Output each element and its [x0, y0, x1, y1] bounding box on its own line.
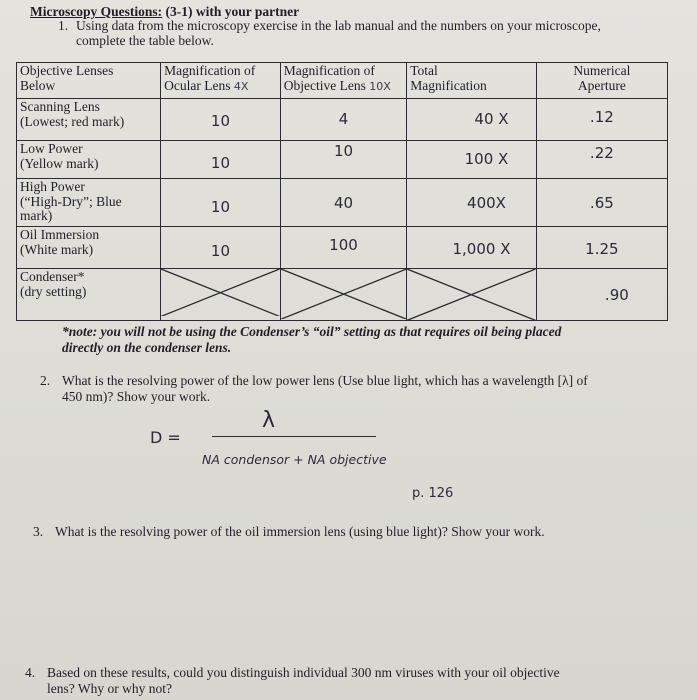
question-number: 4. [25, 665, 36, 680]
header-cell: Numerical Aperture [536, 63, 667, 99]
na-value: 1.25 [536, 227, 667, 269]
lens-label: Scanning Lens (Lowest; red mark) [17, 99, 161, 141]
condenser-note [62, 324, 662, 356]
handwritten-note: 4X [233, 79, 249, 93]
header-subtitle: (3-1) with your partner [162, 4, 300, 19]
question-2 [40, 373, 680, 405]
total-value: 40 X [407, 99, 536, 141]
table-row [17, 227, 668, 269]
note-text: directly on the condenser lens. [62, 340, 232, 355]
lens-label: Condenser* (dry setting) [17, 269, 161, 321]
question-text: 450 nm)? Show your work. [62, 389, 211, 404]
table-row [17, 179, 668, 227]
lens-label: Low Power (Yellow mark) [17, 141, 161, 179]
question-4 [25, 665, 685, 697]
header-cell: Objective Lenses Below [17, 63, 161, 99]
microscope-table [16, 62, 668, 321]
na-value: .65 [536, 179, 667, 227]
question-text: What is the resolving power of the low power lens (Use blue light, which has a wavelength [λ] of [62, 373, 588, 388]
condenser-row [17, 269, 668, 321]
total-value: 100 X [407, 141, 536, 179]
objective-value: 10 [280, 141, 407, 179]
lens-label: Oil Immersion (White mark) [17, 227, 161, 269]
handwritten-formula-d: D = [150, 428, 181, 447]
question-1 [58, 18, 658, 48]
handwritten-page-ref: p. 126 [412, 486, 454, 501]
header-cell: Magnification of Ocular Lens 4X [161, 63, 281, 99]
table-row [17, 99, 668, 141]
question-number: 2. [40, 373, 51, 388]
na-value: .90 [536, 269, 667, 321]
handwritten-lambda: λ [262, 408, 276, 433]
ocular-value: 10 [161, 227, 281, 269]
na-value: .22 [536, 141, 667, 179]
objective-value: 40 [280, 179, 407, 227]
header-title: Microscopy Questions: [30, 4, 163, 19]
note-text: *note: you will not be using the Condenser’s “oil” setting as that requires oil being placed [62, 324, 562, 339]
handwritten-note: 10X [369, 79, 391, 93]
question-number: 3. [33, 524, 44, 539]
ocular-value: 10 [161, 179, 281, 227]
question-text: complete the table below. [76, 33, 214, 48]
crossed-out-cell [280, 269, 407, 321]
lens-label: High Power (“High-Dry”; Blue mark) [17, 179, 161, 227]
header-cell: Magnification of Objective Lens 10X [280, 63, 407, 99]
question-text: Using data from the microscopy exercise in the lab manual and the numbers on your microscope, [76, 18, 601, 33]
ocular-value: 10 [161, 141, 281, 179]
header-cell: Total Magnification [407, 63, 536, 99]
crossed-out-cell [161, 269, 281, 321]
question-text: Based on these results, could you distinguish individual 300 nm viruses with your oil objective [47, 665, 560, 680]
table-header-row [17, 63, 668, 99]
question-number: 1. [58, 18, 69, 33]
objective-value: 100 [280, 227, 407, 269]
na-value: .12 [536, 99, 667, 141]
table-row [17, 141, 668, 179]
question-3 [33, 524, 673, 540]
fraction-bar [212, 436, 376, 437]
handwritten-denominator: NA condensor + NA objective [202, 452, 387, 467]
total-value: 1,000 X [407, 227, 536, 269]
total-value: 400X [407, 179, 536, 227]
objective-value: 4 [280, 99, 407, 141]
question-text: What is the resolving power of the oil immersion lens (using blue light)? Show your work. [55, 524, 545, 539]
question-text: lens? Why or why not? [47, 681, 172, 696]
crossed-out-cell [407, 269, 536, 321]
ocular-value: 10 [161, 99, 281, 141]
